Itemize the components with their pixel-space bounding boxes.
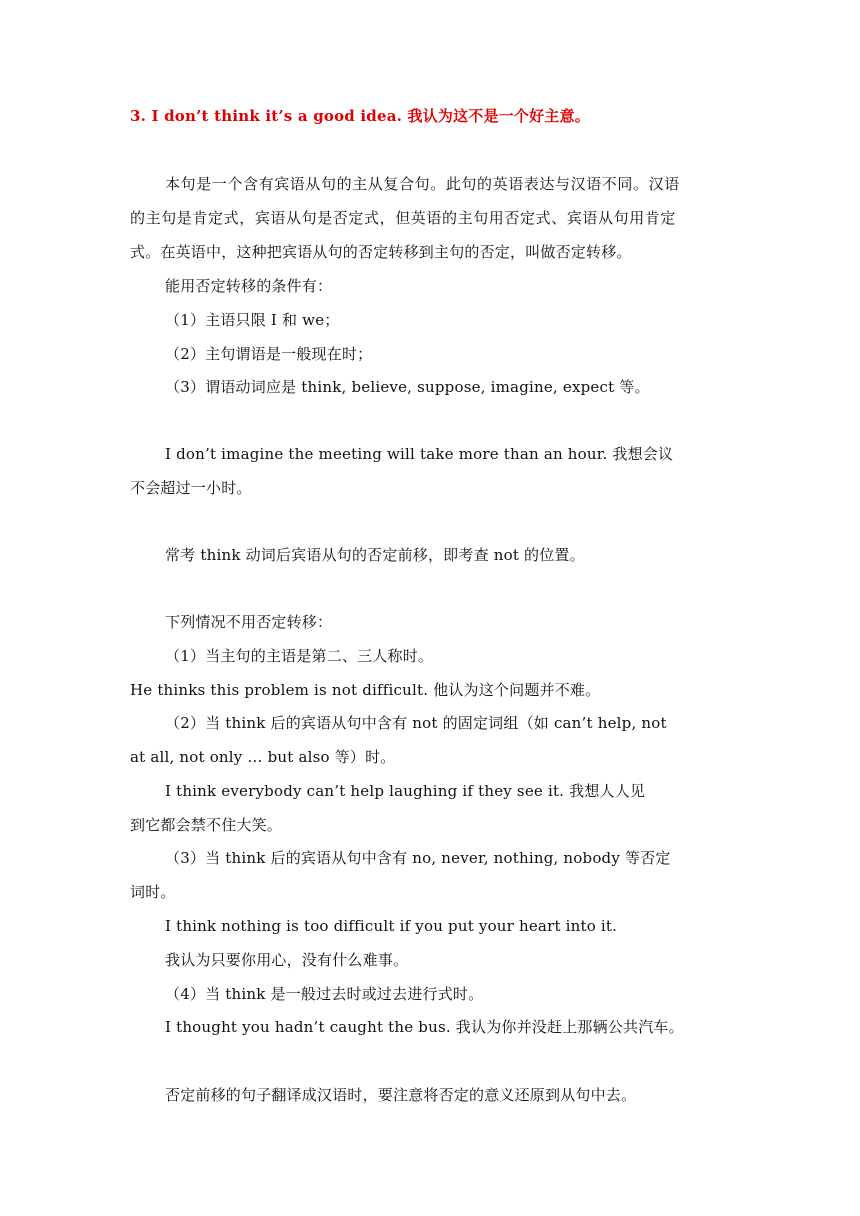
condition-item-2: （2）主句谓语是一般现在时；	[165, 345, 373, 363]
section-title: 3. I don’t think it’s a good idea. 我认为这不是一个好主意。	[130, 107, 590, 125]
exception-case-3-example-zh: 我认为只要你用心，没有什么难事。	[165, 951, 409, 969]
exception-case-3-line-2: 词时。	[130, 883, 176, 901]
example-1-line-1: I don’t imagine the meeting will take more than an hour. 我想会议	[165, 445, 674, 463]
condition-item-1: （1）主语只限 I 和 we；	[165, 311, 340, 329]
exception-case-3-example-en: I think nothing is too difficult if you put your heart into it.	[165, 917, 618, 935]
exception-case-1-example: He thinks this problem is not difficult. 他认为这个问题并不难。	[130, 681, 601, 699]
condition-item-3: （3）谓语动词应是 think, believe, suppose, imagine, expect 等。	[165, 378, 650, 396]
exam-note: 常考 think 动词后宾语从句的否定前移，即考查 not 的位置。	[165, 546, 585, 564]
intro-line-1: 本句是一个含有宾语从句的主从复合句。此句的英语表达与汉语不同。汉语	[165, 175, 680, 193]
exception-case-3-line-1: （3）当 think 后的宾语从句中含有 no, never, nothing, nobody 等否定	[165, 849, 671, 867]
exception-case-2-example-line-2: 到它都会禁不住大笑。	[130, 816, 283, 834]
intro-line-2: 的主句是肯定式，宾语从句是否定式，但英语的主句用否定式、宾语从句用肯定	[130, 209, 677, 227]
exception-case-2-example-line-1: I think everybody can’t help laughing if they see it. 我想人人见	[165, 782, 646, 800]
intro-line-3: 式。在英语中，这种把宾语从句的否定转移到主句的否定，叫做否定转移。	[130, 243, 632, 261]
exception-case-2-line-1: （2）当 think 后的宾语从句中含有 not 的固定词组（如 can’t help, not	[165, 714, 667, 732]
exception-case-4: （4）当 think 是一般过去时或过去进行式时。	[165, 985, 484, 1003]
example-1-line-2: 不会超过一小时。	[130, 479, 252, 497]
exception-case-1: （1）当主句的主语是第二、三人称时。	[165, 647, 434, 665]
conclusion: 否定前移的句子翻译成汉语时，要注意将否定的意义还原到从句中去。	[165, 1086, 637, 1104]
exceptions-heading: 下列情况不用否定转移：	[165, 613, 333, 631]
conditions-heading: 能用否定转移的条件有：	[165, 277, 333, 295]
exception-case-4-example: I thought you hadn’t caught the bus. 我认为你并没赶上那辆公共汽车。	[165, 1018, 684, 1036]
exception-case-2-line-2: at all, not only … but also 等）时。	[130, 748, 396, 766]
